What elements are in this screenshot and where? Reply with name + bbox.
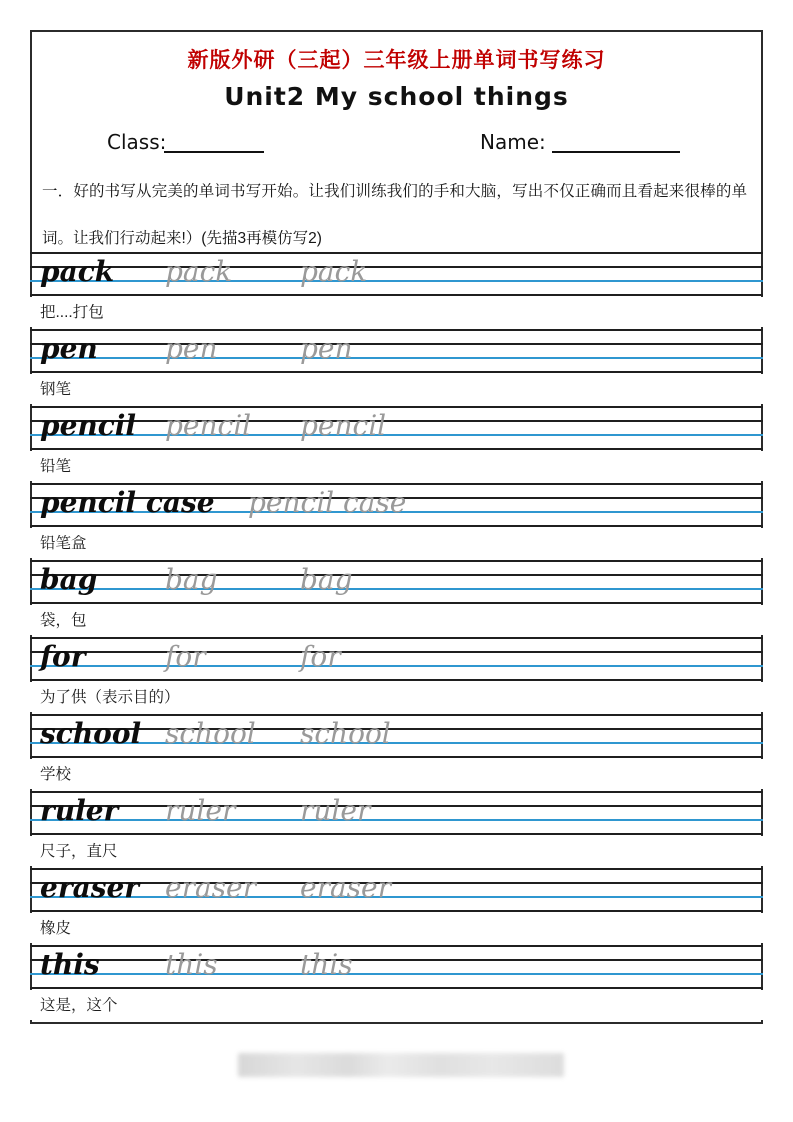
word-sample: pencil case [40,486,215,519]
instruction-text: 一．好的书写从完美的单词书写开始。让我们训练我们的手和大脑，写出不仅正确而且看起来很棒的单词。让我们行动起来!）(先描3再模仿写2) [42,183,747,247]
guide-line-mid [30,266,763,268]
word-sample: pencil [40,409,137,442]
guide-line-mid [30,882,763,884]
page-title: 新版外研（三起）三年级上册单词书写练习 [187,49,606,72]
baseline-guide-line [30,665,763,667]
writing-grid-row[interactable] [30,327,763,374]
word-sample: bag [40,563,98,596]
word-trace: pack [165,255,233,288]
word-entry-for [30,635,763,712]
unit-subtitle: Unit2 My school things [224,82,569,111]
word-translation: 铅笔盒 [30,528,763,558]
guide-line-bottom [30,987,763,989]
word-trace: school [165,717,256,750]
word-translation: 袋，包 [30,605,763,635]
guide-line-top [30,868,763,870]
word-trace: bag [300,563,353,596]
word-translation: 橡皮 [30,913,763,943]
writing-grid-row[interactable] [30,866,763,913]
word-sample: pack [40,255,115,288]
guide-line-bottom [30,448,763,450]
word-entry-pack [30,250,763,327]
word-trace: this [165,948,218,981]
guide-line-bottom [30,525,763,527]
word-practice-list [30,250,763,1020]
writing-grid-row[interactable] [30,635,763,682]
class-name-row [32,128,761,164]
word-translation: 尺子，直尺 [30,836,763,866]
word-trace: pencil case [248,486,407,519]
word-translation: 这是，这个 [30,990,763,1020]
baseline-guide-line [30,973,763,975]
guide-line-bottom [30,833,763,835]
word-translation: 为了供（表示目的） [30,682,763,712]
word-sample: for [40,640,86,673]
guide-line-bottom [30,910,763,912]
baseline-guide-line [30,896,763,898]
word-trace: school [300,717,391,750]
word-trace: pencil [165,409,252,442]
guide-line-mid [30,420,763,422]
guide-line-mid [30,651,763,653]
word-translation: 钢笔 [30,374,763,404]
guide-line-top [30,252,763,254]
word-sample: eraser [40,871,140,904]
guide-line-bottom [30,294,763,296]
word-trace: eraser [165,871,256,904]
guide-line-top [30,406,763,408]
word-trace: for [165,640,206,673]
word-entry-pencil [30,404,763,481]
word-entry-eraser [30,866,763,943]
guide-line-top [30,945,763,947]
writing-grid-row[interactable] [30,558,763,605]
word-sample: ruler [40,794,119,827]
word-trace: pen [300,332,353,365]
word-translation: 把....打包 [30,297,763,327]
writing-grid-row[interactable] [30,250,763,297]
baseline-guide-line [30,434,763,436]
guide-line-bottom [30,371,763,373]
baseline-guide-line [30,280,763,282]
writing-grid-row[interactable] [30,404,763,451]
writing-grid-row[interactable] [30,481,763,528]
word-entry-this [30,943,763,1020]
name-blank-line[interactable] [552,150,680,153]
word-trace: eraser [300,871,391,904]
word-trace: for [300,640,341,673]
guide-line-mid [30,805,763,807]
blurred-watermark [238,1053,564,1077]
guide-line-mid [30,574,763,576]
word-trace: this [300,948,353,981]
word-sample: pen [40,332,98,365]
class-blank-line[interactable] [164,150,264,153]
name-label: Name: [480,130,546,154]
word-trace: pen [165,332,218,365]
guide-line-top [30,791,763,793]
word-translation: 铅笔 [30,451,763,481]
word-trace: pencil [300,409,387,442]
word-trace: pack [300,255,368,288]
writing-grid-row[interactable] [30,712,763,759]
baseline-guide-line [30,819,763,821]
writing-grid-row[interactable] [30,789,763,836]
word-trace: bag [165,563,218,596]
guide-line-mid [30,343,763,345]
word-entry-bag [30,558,763,635]
word-entry-pencil-case [30,481,763,558]
baseline-guide-line [30,588,763,590]
worksheet-page [30,30,763,1024]
word-sample: this [40,948,100,981]
word-trace: ruler [300,794,371,827]
writing-grid-row[interactable] [30,943,763,990]
word-trace: ruler [165,794,236,827]
word-entry-school [30,712,763,789]
word-entry-ruler [30,789,763,866]
guide-line-bottom [30,602,763,604]
guide-line-bottom [30,679,763,681]
guide-line-top [30,560,763,562]
word-translation: 学校 [30,759,763,789]
class-label: Class: [107,130,167,154]
word-sample: school [40,717,142,750]
word-entry-pen [30,327,763,404]
baseline-guide-line [30,357,763,359]
guide-line-top [30,637,763,639]
guide-line-mid [30,959,763,961]
guide-line-top [30,329,763,331]
guide-line-bottom [30,756,763,758]
